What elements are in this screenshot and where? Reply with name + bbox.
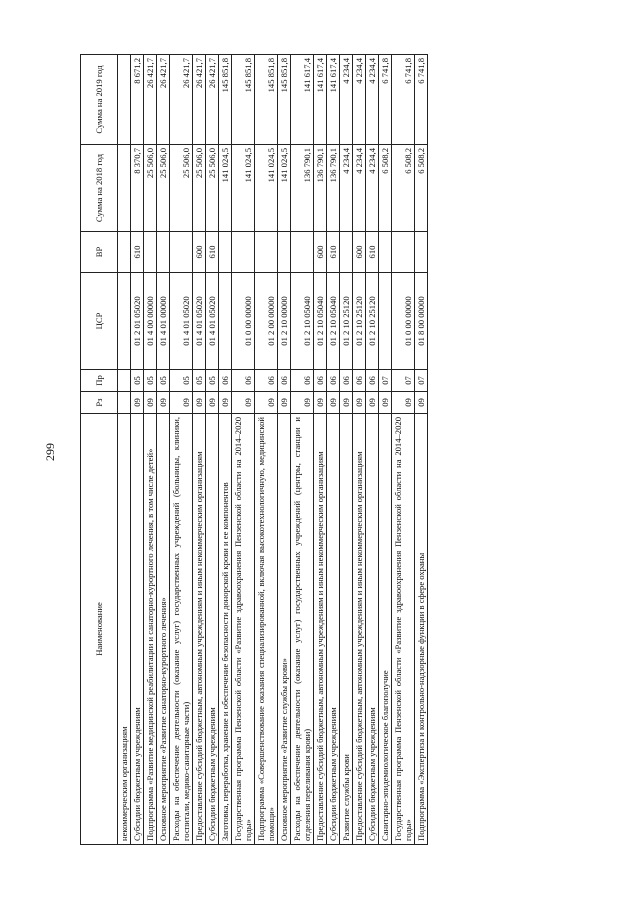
cell-vr: 610 xyxy=(131,232,144,273)
cell-sum-2019: 26 421,7 xyxy=(193,55,206,145)
cell-sum-2018: 136 790,1 xyxy=(327,145,340,232)
cell-sum-2019: 6 741,8 xyxy=(415,55,428,145)
cell-sum-2018: 4 234,4 xyxy=(353,145,366,232)
cell-csr: 01 4 01 00000 xyxy=(157,273,170,370)
table-row xyxy=(255,55,278,845)
cell-sum-2019: 145 851,8 xyxy=(278,55,291,145)
cell-sum-2019: 141 617,4 xyxy=(327,55,340,145)
cell-pr: 05 xyxy=(131,370,144,392)
cell-sum-2019: 145 851,8 xyxy=(219,55,232,145)
table-row xyxy=(327,55,340,845)
cell-sum-2018: 6 508,2 xyxy=(415,145,428,232)
table-row xyxy=(118,55,131,845)
cell-rz: 09 xyxy=(131,392,144,414)
cell-sum-2019: 6 741,8 xyxy=(392,55,415,145)
cell-rz: 09 xyxy=(219,392,232,414)
table-row xyxy=(314,55,327,845)
header-name: Наименование xyxy=(81,414,118,845)
cell-sum-2018: 141 024,5 xyxy=(232,145,255,232)
cell-csr: 01 2 10 05040 xyxy=(291,273,314,370)
table-row xyxy=(291,55,314,845)
cell-pr: 06 xyxy=(255,370,278,392)
cell-sum-2019: 4 234,4 xyxy=(353,55,366,145)
cell-name: Субсидии бюджетным учреждениям xyxy=(366,414,379,845)
cell-sum-2019: 141 617,4 xyxy=(314,55,327,145)
cell-vr xyxy=(219,232,232,273)
cell-csr: 01 0 00 00000 xyxy=(232,273,255,370)
cell-sum-2018: 136 790,1 xyxy=(314,145,327,232)
cell-rz: 09 xyxy=(392,392,415,414)
cell-name: Государственная программа Пензенской области «Развитие здравоохранения Пензенской области на 2014–2020 годы» xyxy=(392,414,415,845)
cell-name: Субсидии бюджетным учреждениям xyxy=(206,414,219,845)
cell-sum-2019 xyxy=(118,55,131,145)
cell-rz: 09 xyxy=(327,392,340,414)
cell-rz: 09 xyxy=(340,392,353,414)
cell-csr: 01 2 10 05040 xyxy=(314,273,327,370)
cell-name: Основное мероприятие «Развитие санаторно-курортного лечения» xyxy=(157,414,170,845)
cell-sum-2018: 141 024,5 xyxy=(255,145,278,232)
rotated-table-wrapper xyxy=(80,55,568,845)
cell-pr xyxy=(118,370,131,392)
cell-sum-2018: 25 506,0 xyxy=(206,145,219,232)
table-row xyxy=(340,55,353,845)
cell-name: Подпрограмма «Совершенствование оказания специализированной, включая высокотехнологичную, медицинской помощи» xyxy=(255,414,278,845)
cell-pr: 05 xyxy=(144,370,157,392)
cell-rz: 09 xyxy=(379,392,392,414)
cell-csr: 01 4 01 05020 xyxy=(193,273,206,370)
cell-rz xyxy=(118,392,131,414)
cell-sum-2019: 26 421,7 xyxy=(144,55,157,145)
cell-vr: 600 xyxy=(193,232,206,273)
cell-pr: 06 xyxy=(340,370,353,392)
cell-csr: 01 4 01 05020 xyxy=(170,273,193,370)
cell-rz: 09 xyxy=(170,392,193,414)
cell-sum-2018: 6 508,2 xyxy=(392,145,415,232)
cell-sum-2018: 8 370,7 xyxy=(131,145,144,232)
cell-sum-2019: 4 234,4 xyxy=(366,55,379,145)
cell-name: Государственная программа Пензенской области «Развитие здравоохранения Пензенской области на 2014–2020 годы» xyxy=(232,414,255,845)
table-row xyxy=(219,55,232,845)
cell-name: Подпрограмма «Развитие медицинской реабилитации и санаторно-курортного лечения, в том числе детей» xyxy=(144,414,157,845)
cell-name: некоммерческим организациям xyxy=(118,414,131,845)
cell-vr xyxy=(255,232,278,273)
table-row xyxy=(193,55,206,845)
cell-csr: 01 4 00 00000 xyxy=(144,273,157,370)
cell-sum-2019: 6 741,8 xyxy=(379,55,392,145)
cell-csr: 01 2 01 05020 xyxy=(131,273,144,370)
cell-pr: 05 xyxy=(157,370,170,392)
cell-vr xyxy=(278,232,291,273)
cell-name: Предоставление субсидий бюджетным, автономным учреждениям и иным некоммерческим организациям xyxy=(314,414,327,845)
cell-pr: 07 xyxy=(392,370,415,392)
cell-csr: 01 4 01 05020 xyxy=(206,273,219,370)
cell-csr: 01 2 10 05040 xyxy=(327,273,340,370)
table-row xyxy=(415,55,428,845)
table-row xyxy=(379,55,392,845)
cell-rz: 09 xyxy=(193,392,206,414)
cell-csr: 01 2 10 25120 xyxy=(353,273,366,370)
cell-vr xyxy=(232,232,255,273)
cell-rz: 09 xyxy=(291,392,314,414)
table-row xyxy=(170,55,193,845)
table-row xyxy=(206,55,219,845)
table-header-row xyxy=(81,55,118,845)
cell-name: Заготовка, переработка, хранение и обеспечение безопасности донорской крови и ее компонентов xyxy=(219,414,232,845)
cell-sum-2018 xyxy=(118,145,131,232)
cell-sum-2018: 141 024,5 xyxy=(278,145,291,232)
cell-csr: 01 2 10 25120 xyxy=(340,273,353,370)
cell-vr xyxy=(144,232,157,273)
cell-vr xyxy=(379,232,392,273)
cell-vr: 610 xyxy=(327,232,340,273)
cell-csr: 01 2 10 25120 xyxy=(366,273,379,370)
table-row xyxy=(232,55,255,845)
cell-name: Санитарно-эпидемиологическое благополучие xyxy=(379,414,392,845)
cell-csr xyxy=(379,273,392,370)
cell-rz: 09 xyxy=(353,392,366,414)
cell-vr xyxy=(157,232,170,273)
header-sum-2019: Сумма на 2019 год xyxy=(81,55,118,145)
cell-pr: 06 xyxy=(366,370,379,392)
table-row xyxy=(353,55,366,845)
cell-sum-2018: 25 506,0 xyxy=(157,145,170,232)
cell-pr: 05 xyxy=(206,370,219,392)
cell-pr: 06 xyxy=(232,370,255,392)
header-vr: ВР xyxy=(81,232,118,273)
cell-vr xyxy=(415,232,428,273)
cell-csr: 01 2 10 00000 xyxy=(278,273,291,370)
cell-rz: 09 xyxy=(255,392,278,414)
cell-pr: 06 xyxy=(278,370,291,392)
cell-vr xyxy=(392,232,415,273)
cell-sum-2019: 145 851,8 xyxy=(232,55,255,145)
header-rz: Рз xyxy=(81,392,118,414)
table-row xyxy=(392,55,415,845)
cell-sum-2018: 25 506,0 xyxy=(144,145,157,232)
table-row xyxy=(131,55,144,845)
cell-sum-2019: 145 851,8 xyxy=(255,55,278,145)
cell-pr: 07 xyxy=(415,370,428,392)
cell-csr xyxy=(118,273,131,370)
cell-pr: 06 xyxy=(353,370,366,392)
cell-sum-2019: 26 421,7 xyxy=(157,55,170,145)
cell-name: Подпрограмма «Экспертиза и контрольно-надзорные функции в сфере охраны xyxy=(415,414,428,845)
cell-sum-2019: 26 421,7 xyxy=(206,55,219,145)
cell-sum-2019: 26 421,7 xyxy=(170,55,193,145)
cell-pr: 07 xyxy=(379,370,392,392)
cell-name: Предоставление субсидий бюджетным, автономным учреждениям и иным некоммерческим организациям xyxy=(193,414,206,845)
page-number: 299 xyxy=(43,443,57,461)
cell-name: Основное мероприятие «Развитие службы крови» xyxy=(278,414,291,845)
cell-sum-2018: 4 234,4 xyxy=(340,145,353,232)
cell-csr xyxy=(219,273,232,370)
cell-csr: 01 8 00 00000 xyxy=(415,273,428,370)
cell-pr: 06 xyxy=(291,370,314,392)
cell-sum-2018: 6 508,2 xyxy=(379,145,392,232)
cell-sum-2019: 141 617,4 xyxy=(291,55,314,145)
cell-vr xyxy=(340,232,353,273)
cell-sum-2018: 25 506,0 xyxy=(170,145,193,232)
cell-pr: 06 xyxy=(219,370,232,392)
cell-csr: 01 0 00 00000 xyxy=(392,273,415,370)
table-row xyxy=(278,55,291,845)
table-row xyxy=(157,55,170,845)
cell-sum-2018: 141 024,5 xyxy=(219,145,232,232)
cell-rz: 09 xyxy=(278,392,291,414)
cell-vr: 600 xyxy=(353,232,366,273)
cell-name: Расходы на обеспечение деятельности (оказание услуг) государственных учреждений (центры, станции и отделения переливания крови) xyxy=(291,414,314,845)
cell-vr: 610 xyxy=(366,232,379,273)
cell-pr: 06 xyxy=(327,370,340,392)
cell-rz: 09 xyxy=(157,392,170,414)
budget-table xyxy=(80,54,428,845)
cell-sum-2018: 25 506,0 xyxy=(193,145,206,232)
table-row xyxy=(366,55,379,845)
cell-name: Субсидии бюджетным учреждениям xyxy=(131,414,144,845)
header-csr: ЦСР xyxy=(81,273,118,370)
cell-vr xyxy=(170,232,193,273)
cell-rz: 09 xyxy=(206,392,219,414)
cell-name: Расходы на обеспечение деятельности (оказание услуг) государственных учреждений (больницы, клиники, госпитали, медико-санитарные части) xyxy=(170,414,193,845)
cell-vr xyxy=(291,232,314,273)
cell-vr xyxy=(118,232,131,273)
cell-name: Субсидии бюджетным учреждениям xyxy=(327,414,340,845)
header-sum-2018: Сумма на 2018 год xyxy=(81,145,118,232)
cell-csr: 01 2 00 00000 xyxy=(255,273,278,370)
cell-rz: 09 xyxy=(144,392,157,414)
cell-vr: 610 xyxy=(206,232,219,273)
cell-name: Предоставление субсидий бюджетным, автономным учреждениям и иным некоммерческим организациям xyxy=(353,414,366,845)
cell-sum-2018: 136 790,1 xyxy=(291,145,314,232)
cell-pr: 05 xyxy=(193,370,206,392)
cell-rz: 09 xyxy=(366,392,379,414)
cell-pr: 05 xyxy=(170,370,193,392)
cell-rz: 09 xyxy=(314,392,327,414)
cell-rz: 09 xyxy=(415,392,428,414)
cell-sum-2019: 4 234,4 xyxy=(340,55,353,145)
cell-pr: 06 xyxy=(314,370,327,392)
cell-vr: 600 xyxy=(314,232,327,273)
cell-rz: 09 xyxy=(232,392,255,414)
table-row xyxy=(144,55,157,845)
header-pr: Пр xyxy=(81,370,118,392)
cell-sum-2019: 8 671,2 xyxy=(131,55,144,145)
cell-name: Развитие службы крови xyxy=(340,414,353,845)
cell-sum-2018: 4 234,4 xyxy=(366,145,379,232)
